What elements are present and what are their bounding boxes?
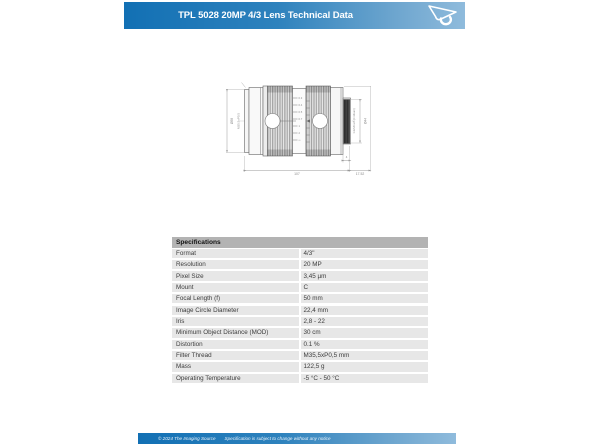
imaging-source-logo-icon [427, 4, 459, 28]
svg-text:Ø58: Ø58 [230, 117, 234, 125]
spec-value: 20 MP [301, 260, 429, 269]
spec-label: Resolution [172, 260, 299, 269]
svg-text:1: 1 [298, 125, 300, 128]
spec-value: 22,4 mm [301, 306, 429, 315]
dim-thread-length [343, 146, 350, 163]
spec-label: Mass [172, 362, 299, 371]
notice-text: Specification is subject to change without any notice [224, 435, 331, 441]
spec-label: Iris [172, 317, 299, 326]
focus-lock-screw [265, 114, 280, 129]
table-row [172, 271, 428, 280]
table-row [172, 249, 428, 258]
table-row [172, 340, 428, 349]
svg-text:0.7: 0.7 [298, 118, 303, 121]
svg-text:Ø44: Ø44 [363, 117, 368, 125]
spec-value: 30 cm [301, 328, 429, 337]
footer-text [138, 436, 331, 441]
table-row [172, 283, 428, 292]
svg-text:0.3: 0.3 [298, 97, 303, 100]
table-row [172, 328, 428, 337]
c-mount-thread [344, 100, 350, 144]
spec-value: M35,5xP0,5 mm [301, 351, 429, 360]
table-row [172, 362, 428, 371]
spec-label: Focal Length (f) [172, 294, 299, 303]
copyright-text: © 2024 The Imaging Source [158, 435, 216, 441]
header-bar [124, 2, 465, 29]
table-row [172, 317, 428, 326]
spec-value: 4/3" [301, 249, 429, 258]
spec-label: Pixel Size [172, 271, 299, 280]
spec-label: Distortion [172, 340, 299, 349]
svg-text:0.4: 0.4 [298, 104, 303, 107]
table-row [172, 260, 428, 269]
svg-text:∞: ∞ [298, 139, 301, 142]
svg-text:M35.5xP0.5: M35.5xP0.5 [236, 112, 241, 130]
spec-label: Operating Temperature [172, 374, 299, 383]
table-row [172, 351, 428, 360]
specifications-table [172, 237, 428, 385]
spec-value: 2,8 - 22 [301, 317, 429, 326]
spec-label: Format [172, 249, 299, 258]
spec-label: Filter Thread [172, 351, 299, 360]
svg-text:4: 4 [345, 155, 348, 160]
spec-value: 50 mm [301, 294, 429, 303]
svg-text:1-32UN-2A (C-Mount): 1-32UN-2A (C-Mount) [353, 108, 356, 134]
svg-text:17.52: 17.52 [355, 172, 365, 177]
spec-label: Minimum Object Distance (MOD) [172, 328, 299, 337]
table-row [172, 306, 428, 315]
footer-bar [138, 433, 456, 444]
table-row [172, 294, 428, 303]
spec-label: Image Circle Diameter [172, 306, 299, 315]
spec-label: Mount [172, 283, 299, 292]
spec-value: -5 °C - 50 °C [301, 374, 429, 383]
spec-value: 122,5 g [301, 362, 429, 371]
svg-text:0.5: 0.5 [298, 111, 303, 114]
spec-value: C [301, 283, 429, 292]
spec-value: 3,45 µm [301, 271, 429, 280]
table-title: Specifications [172, 237, 428, 248]
table-row [172, 374, 428, 383]
lens-technical-drawing [210, 68, 385, 186]
iris-lock-screw [313, 114, 328, 129]
svg-text:107: 107 [294, 172, 300, 177]
page-title: TPL 5028 20MP 4/3 Lens Technical Data [178, 10, 353, 21]
svg-text:2: 2 [298, 132, 300, 135]
spec-value: 0.1 % [301, 340, 429, 349]
lens-body [245, 86, 351, 156]
